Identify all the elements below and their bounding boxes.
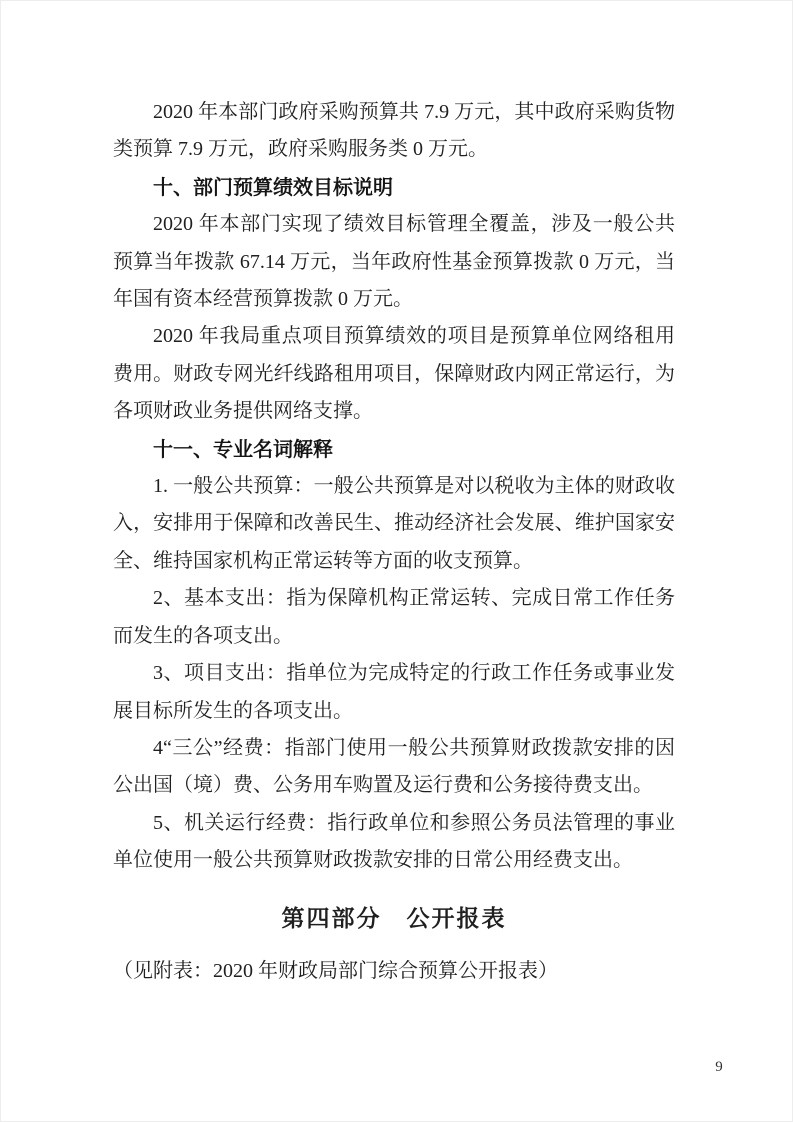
body-paragraph-performance-coverage: 2020 年本部门实现了绩效目标管理全覆盖，涉及一般公共预算当年拨款 67.14 万元，当年政府性基金预算拨款 0 万元，当年国有资本经营预算拨款 0 万元。	[113, 213, 675, 311]
section-heading-10-performance-targets: 十、部门预算绩效目标说明	[153, 174, 393, 199]
definition-project-expenditure: 3、项目支出：指单位为完成特定的行政工作任务或事业发展目标所发生的各项支出。	[113, 662, 675, 722]
part4-heading-public-reports: 第四部分 公开报表	[281, 905, 507, 931]
document-content	[113, 94, 675, 990]
definition-basic-expenditure: 2、基本支出：指为保障机构正常运转、完成日常工作任务而发生的各项支出。	[113, 587, 675, 647]
page-number: 9	[715, 1059, 723, 1075]
definition-three-public-funds: 4“三公”经费：指部门使用一般公共预算财政拨款安排的因公出国（境）费、公务用车购置及运行费和公务接待费支出。	[113, 736, 675, 797]
definition-general-public-budget: 1. 一般公共预算：一般公共预算是对以税收为主体的财政收入，安排用于保障和改善民生、推动经济社会发展、维护国家安全、维持国家机构正常运转等方面的收支预算。	[113, 475, 675, 572]
body-paragraph-procurement: 2020 年本部门政府采购预算共 7.9 万元，其中政府采购货物类预算 7.9 万元，政府采购服务类 0 万元。	[113, 101, 675, 161]
appendix-note: （见附表：2020 年财政局部门综合预算公开报表）	[113, 959, 558, 982]
body-paragraph-key-project: 2020 年我局重点项目预算绩效的项目是预算单位网络租用费用。财政专网光纤线路租用项目，保障财政内网正常运行，为各项财政业务提供网络支撑。	[113, 325, 675, 423]
section-heading-11-terminology: 十一、专业名词解释	[153, 436, 333, 461]
definition-agency-operating-funds: 5、机关运行经费：指行政单位和参照公务员法管理的事业单位使用一般公共预算财政拨款安排的日常公用经费支出。	[113, 811, 675, 872]
